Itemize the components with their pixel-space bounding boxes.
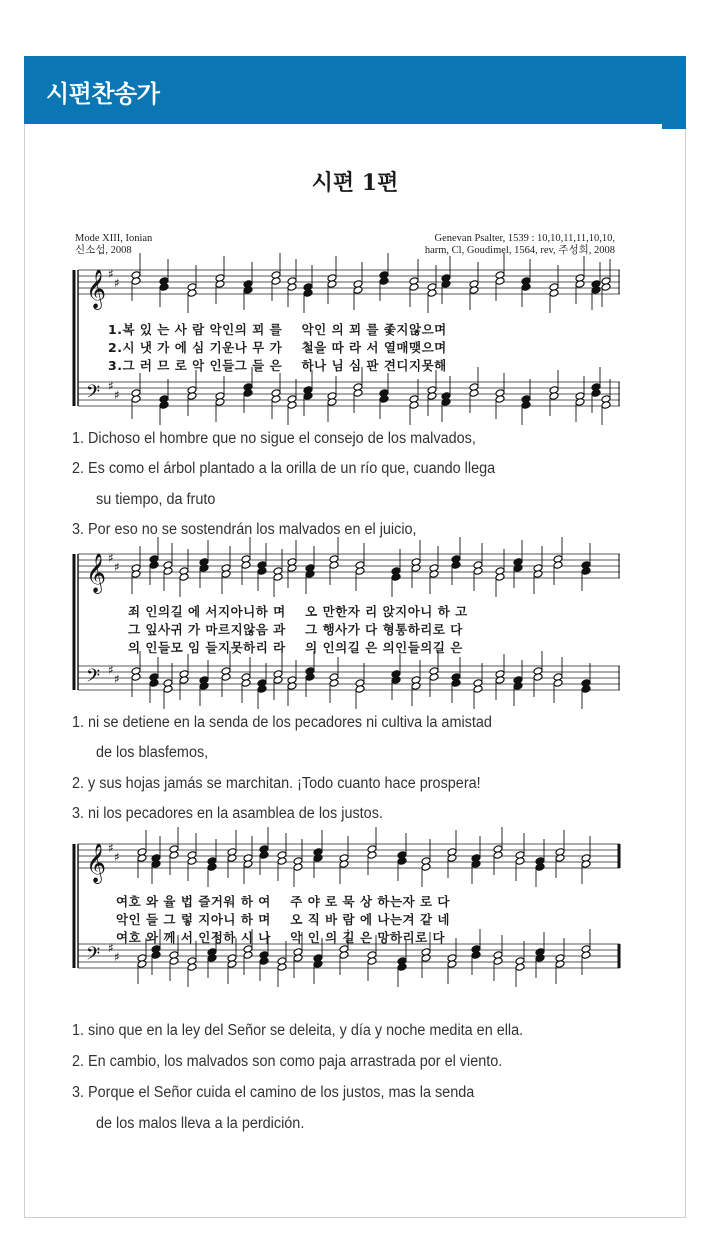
note-head	[163, 685, 173, 694]
verse-line: 3. Por eso no se sostendrán los malvados en el juicio,	[72, 521, 417, 538]
note-head	[473, 685, 483, 694]
note-head	[131, 673, 141, 682]
note-head	[187, 392, 197, 401]
note-head	[469, 389, 479, 398]
note-head	[131, 277, 141, 286]
note-head	[303, 392, 313, 401]
note-head	[581, 860, 591, 869]
note-head	[243, 389, 253, 398]
note-head	[313, 960, 323, 969]
note-head	[271, 277, 281, 286]
note-head	[327, 280, 337, 289]
note-head	[221, 570, 231, 579]
note-head	[429, 570, 439, 579]
note-head	[495, 573, 505, 582]
note-head	[339, 951, 349, 960]
note-head	[549, 289, 559, 298]
note-head	[273, 676, 283, 685]
note-head	[339, 860, 349, 869]
note-head	[257, 685, 267, 694]
note-head	[397, 857, 407, 866]
note-head	[329, 561, 339, 570]
note-head	[207, 954, 217, 963]
note-head	[199, 682, 209, 691]
note-head	[271, 395, 281, 404]
note-head	[427, 289, 437, 298]
note-head	[555, 960, 565, 969]
note-head	[535, 863, 545, 872]
note-head	[199, 564, 209, 573]
treble-clef-icon: 𝄞	[86, 269, 107, 309]
note-head	[397, 963, 407, 972]
note-head	[159, 283, 169, 292]
lyric-verse-3: 3.그 러 므 로 악 인들그 들 은 하나 님 심 판 견디지못해	[108, 358, 447, 373]
source-line: Genevan Psalter, 1539 : 10,10,11,11,10,10,	[434, 233, 615, 244]
note-head	[329, 679, 339, 688]
sharp-sign-icon: ♯	[114, 950, 120, 964]
note-head	[287, 401, 297, 410]
note-head	[215, 280, 225, 289]
note-head	[495, 277, 505, 286]
header-banner	[24, 56, 686, 124]
note-head	[533, 570, 543, 579]
note-head	[411, 682, 421, 691]
note-head	[179, 573, 189, 582]
lyric-verse-1: 죄 인의길 에 서지아니하 며 오 만한자 리 앉지아니 하 고	[128, 604, 468, 619]
note-head	[293, 863, 303, 872]
note-head	[159, 401, 169, 410]
note-head	[179, 676, 189, 685]
note-head	[581, 567, 591, 576]
note-head	[241, 679, 251, 688]
note-head	[187, 289, 197, 298]
note-head	[553, 561, 563, 570]
note-head	[243, 286, 253, 295]
bass-clef-icon: 𝄢	[86, 944, 101, 969]
note-head	[469, 286, 479, 295]
note-head	[409, 283, 419, 292]
note-head	[553, 679, 563, 688]
note-head	[287, 564, 297, 573]
verse-line: 3. Porque el Señor cuida el camino de los justos, mas la senda	[72, 1084, 475, 1101]
note-head	[391, 573, 401, 582]
note-head	[549, 392, 559, 401]
note-head	[493, 851, 503, 860]
note-head	[471, 860, 481, 869]
verse-line: 2. En cambio, los malvados son como paja arrastrada por el viento.	[72, 1053, 503, 1070]
music-system-3	[72, 836, 620, 996]
sharp-sign-icon: ♯	[114, 672, 120, 686]
sharp-sign-icon: ♯	[108, 379, 114, 393]
mode-line: Mode XIII, Ionian	[75, 233, 153, 244]
note-head	[441, 398, 451, 407]
note-head	[313, 854, 323, 863]
note-head	[533, 673, 543, 682]
note-head	[207, 863, 217, 872]
note-head	[493, 957, 503, 966]
note-head	[227, 854, 237, 863]
note-head	[187, 857, 197, 866]
note-head	[379, 395, 389, 404]
note-head	[353, 389, 363, 398]
note-head	[257, 567, 267, 576]
note-head	[581, 685, 591, 694]
note-head	[327, 398, 337, 407]
note-head	[421, 954, 431, 963]
sharp-sign-icon: ♯	[108, 841, 114, 855]
note-head	[391, 676, 401, 685]
verse-line: 1. sino que en la ley del Señor se deleita, y día y noche medita en ella.	[72, 1022, 524, 1039]
sharp-sign-icon: ♯	[114, 276, 120, 290]
note-head	[277, 963, 287, 972]
note-head	[277, 857, 287, 866]
note-head	[131, 570, 141, 579]
note-head	[473, 567, 483, 576]
note-head	[379, 277, 389, 286]
note-head	[421, 863, 431, 872]
song-title: 시편 1편	[311, 170, 399, 196]
verse-line: 2. y sus hojas jamás se marchitan. ¡Todo cuanto hace prospera!	[72, 775, 481, 792]
sharp-sign-icon: ♯	[108, 663, 114, 677]
treble-clef-icon: 𝄞	[86, 553, 107, 593]
note-head	[575, 398, 585, 407]
treble-clef-icon: 𝄞	[86, 843, 107, 883]
note-head	[521, 283, 531, 292]
note-head	[535, 954, 545, 963]
note-head	[227, 960, 237, 969]
lyric-verse-1: 여호 와 율 법 즐거워 하 여 주 야 로 묵 상 하는자 로 다	[116, 894, 450, 909]
note-head	[555, 854, 565, 863]
meta-right	[425, 233, 615, 257]
note-head	[259, 957, 269, 966]
note-head	[429, 673, 439, 682]
verse-line: de los blasfemos,	[96, 744, 209, 761]
note-head	[287, 283, 297, 292]
note-head	[215, 398, 225, 407]
note-head	[221, 673, 231, 682]
note-head	[513, 564, 523, 573]
note-head	[515, 963, 525, 972]
note-head	[305, 570, 315, 579]
lyric-verse-1: 1.복 있 는 사 람 악인의 꾀 를 악인 의 꾀 를 좇지않으며	[108, 322, 447, 337]
note-head	[451, 561, 461, 570]
bass-clef-icon: 𝄢	[86, 382, 101, 407]
banner-title: 시편찬송가	[46, 80, 160, 108]
note-head	[169, 957, 179, 966]
note-head	[441, 280, 451, 289]
verse-line: 1. Dichoso el hombre que no sigue el consejo de los malvados,	[72, 430, 476, 447]
note-head	[471, 951, 481, 960]
harmonization-line: harm, Cl, Goudimel, 1564, rev, 주성희, 2008	[424, 245, 615, 256]
note-head	[367, 957, 377, 966]
note-head	[137, 960, 147, 969]
note-head	[287, 682, 297, 691]
note-head	[169, 851, 179, 860]
note-head	[451, 679, 461, 688]
verse-line: 2. Es como el árbol plantado a la orilla de un río que, cuando llega	[72, 460, 496, 477]
verse-line: 3. ni los pecadores en la asamblea de los justos.	[72, 805, 383, 822]
note-head	[411, 564, 421, 573]
note-head	[601, 401, 611, 410]
sharp-sign-icon: ♯	[108, 551, 114, 565]
note-head	[137, 854, 147, 863]
note-head	[305, 673, 315, 682]
note-head	[241, 561, 251, 570]
note-head	[591, 286, 601, 295]
sharp-sign-icon: ♯	[114, 850, 120, 864]
note-head	[447, 960, 457, 969]
note-head	[581, 951, 591, 960]
lyric-verse-3: 의 인들모 임 들지못하리 라 의 인의길 은 의인들의길 은	[128, 640, 463, 655]
note-head	[447, 854, 457, 863]
note-head	[149, 679, 159, 688]
note-head	[259, 851, 269, 860]
meta-left	[75, 233, 152, 257]
note-head	[151, 860, 161, 869]
sharp-sign-icon: ♯	[108, 941, 114, 955]
note-head	[513, 682, 523, 691]
note-head	[521, 401, 531, 410]
note-head	[353, 286, 363, 295]
music-system-2	[72, 552, 620, 712]
verse-line: 1. ni se detiene en la senda de los pecadores ni cultiva la amistad	[72, 714, 492, 731]
note-head	[187, 963, 197, 972]
lyric-verse-2: 악인 들 그 렇 지아니 하 며 오 직 바 람 에 나는겨 같 네	[116, 912, 450, 927]
note-head	[243, 860, 253, 869]
note-head	[355, 685, 365, 694]
bass-clef-icon: 𝄢	[86, 666, 101, 691]
sharp-sign-icon: ♯	[108, 267, 114, 281]
note-head	[303, 289, 313, 298]
banner-tab	[662, 124, 686, 129]
note-head	[355, 567, 365, 576]
author-line: 신소섭, 2008	[75, 245, 132, 256]
note-head	[293, 954, 303, 963]
note-head	[575, 280, 585, 289]
note-head	[515, 857, 525, 866]
lyric-verse-3: 여호 와 께 서 인정하 시 나 악 인 의 길 은 망하리로 다	[116, 930, 446, 945]
lyric-verse-2: 2.시 냇 가 에 심 기운나 무 가 철을 따 라 서 열매맺으며	[108, 340, 447, 355]
note-head	[131, 395, 141, 404]
lyric-verse-2: 그 잎사귀 가 마르지않음 과 그 행사가 다 형통하리로 다	[128, 622, 463, 637]
note-head	[495, 676, 505, 685]
note-head	[151, 951, 161, 960]
note-head	[163, 567, 173, 576]
note-head	[409, 401, 419, 410]
note-head	[427, 392, 437, 401]
note-head	[243, 951, 253, 960]
verse-line: de los malos lleva a la perdición.	[96, 1115, 305, 1132]
note-head	[273, 573, 283, 582]
music-system-1	[72, 262, 620, 422]
note-head	[149, 561, 159, 570]
sharp-sign-icon: ♯	[114, 560, 120, 574]
verse-line: su tiempo, da fruto	[96, 491, 216, 508]
note-head	[601, 283, 611, 292]
note-head	[591, 389, 601, 398]
note-head	[367, 851, 377, 860]
note-head	[495, 395, 505, 404]
sharp-sign-icon: ♯	[114, 388, 120, 402]
